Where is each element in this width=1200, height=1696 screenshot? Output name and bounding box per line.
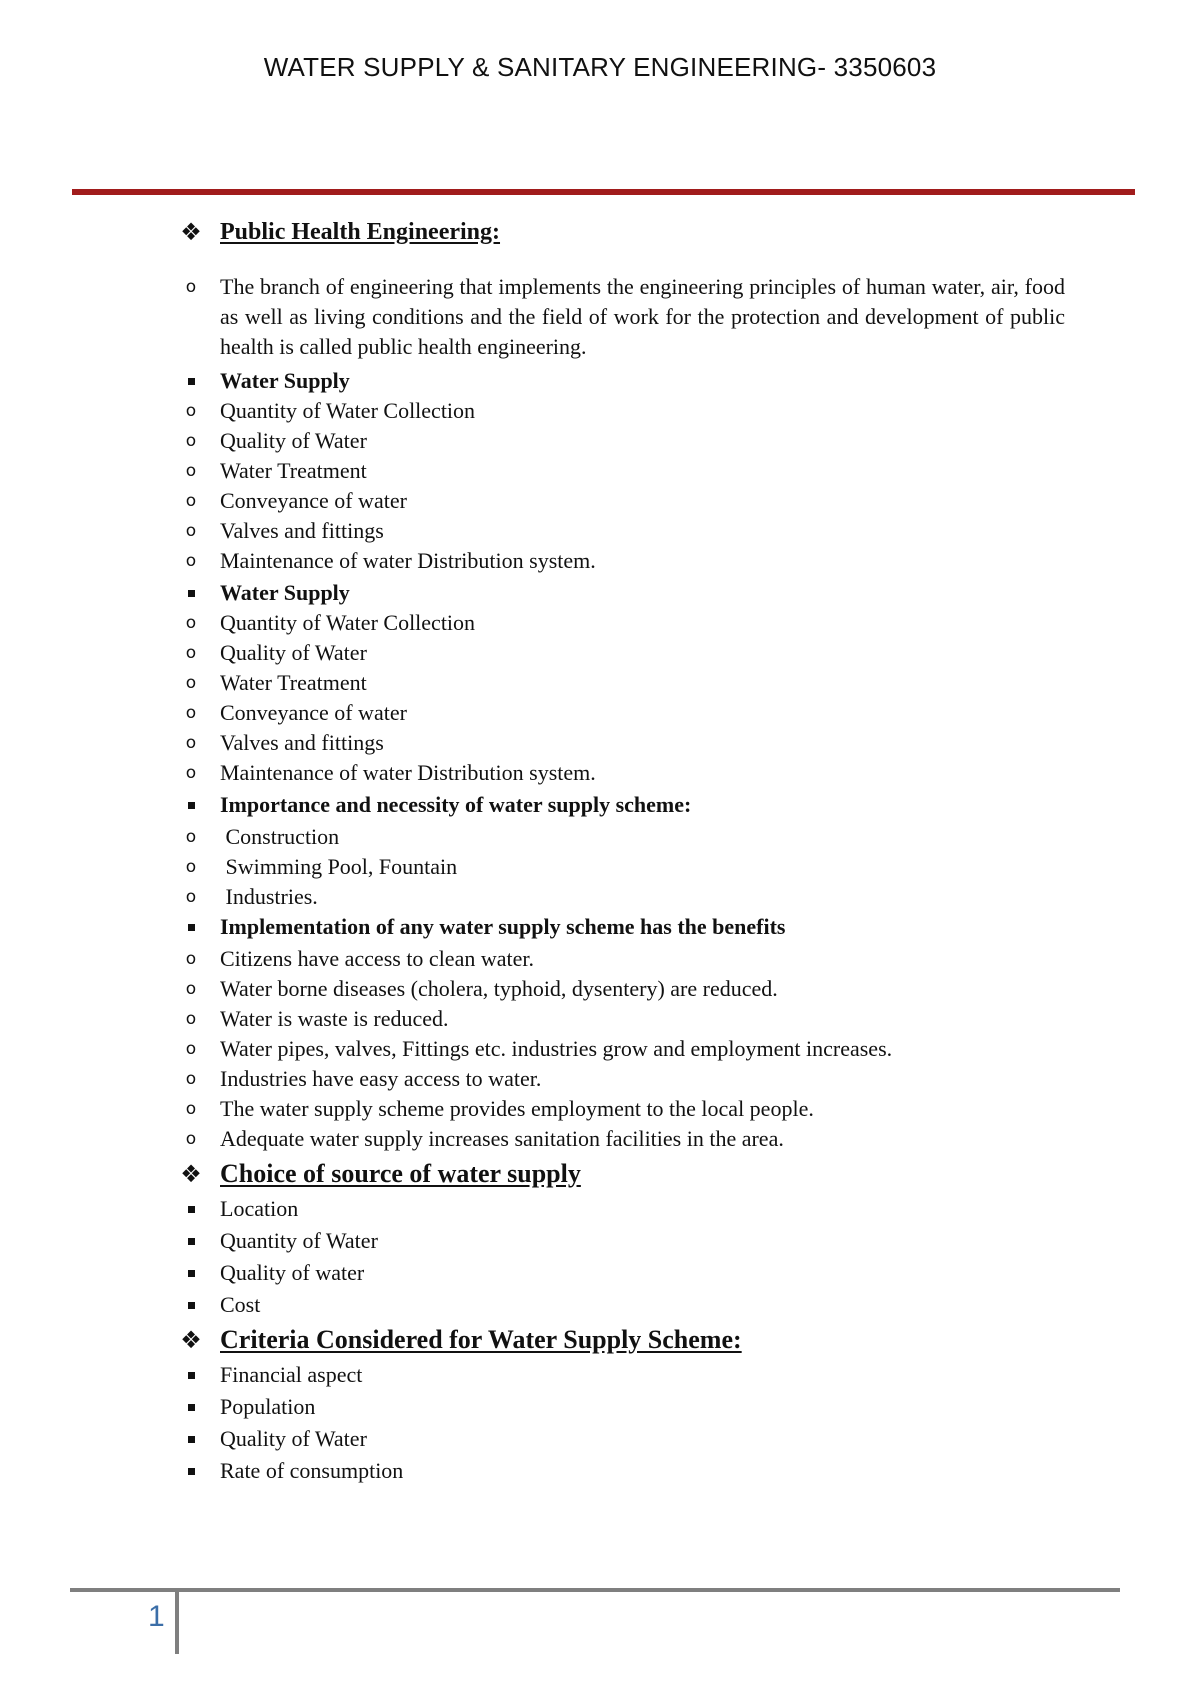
list-item-text: Quantity of Water <box>220 1228 378 1253</box>
square-bullet-icon <box>176 1360 206 1390</box>
list-item-text: Water borne diseases (cholera, typhoid, dysentery) are reduced. <box>220 976 778 1001</box>
list-item <box>0 852 1200 882</box>
list-item <box>0 546 1200 576</box>
circle-bullet-icon: o <box>185 703 197 723</box>
list-item-text: Water is waste is reduced. <box>220 1006 449 1031</box>
list-item-text: Quality of Water <box>220 1426 367 1451</box>
circle-bullet-icon: o <box>185 827 197 847</box>
diamond-bullet-icon: ❖ <box>180 1160 202 1188</box>
list-item-text: Population <box>220 1394 316 1419</box>
list-item <box>0 1360 1200 1390</box>
criteria-heading: Criteria Considered for Water Supply Scheme: <box>220 1325 742 1354</box>
circle-bullet-icon: o <box>185 491 197 511</box>
list-item <box>0 698 1200 728</box>
water-supply-title: Water Supply <box>220 580 350 605</box>
list-item-text: Industries. <box>220 884 318 909</box>
list-item-text: Conveyance of water <box>220 700 407 725</box>
page-number: 1 <box>148 1600 165 1633</box>
list-item <box>0 1064 1200 1094</box>
circle-bullet-icon: o <box>185 979 197 999</box>
circle-bullet-icon: o <box>185 643 197 663</box>
circle-bullet-icon: o <box>185 551 197 571</box>
square-bullet-icon <box>176 790 206 820</box>
circle-bullet-icon: o <box>185 461 197 481</box>
list-item-text: Rate of consumption <box>220 1458 404 1483</box>
list-item <box>0 608 1200 638</box>
circle-bullet-icon: o <box>185 277 197 297</box>
water-supply-title: Water Supply <box>220 368 350 393</box>
list-item <box>0 1258 1200 1288</box>
circle-bullet-icon: o <box>185 763 197 783</box>
list-item-text: Quality of Water <box>220 640 367 665</box>
list-item <box>0 912 1200 942</box>
list-item <box>0 790 1200 820</box>
section-heading-row <box>0 1322 1200 1358</box>
circle-bullet-icon: o <box>185 401 197 421</box>
diamond-bullet-icon: ❖ <box>180 218 202 246</box>
square-bullet-icon <box>176 1258 206 1288</box>
circle-bullet-icon: o <box>185 949 197 969</box>
page-header-title: WATER SUPPLY & SANITARY ENGINEERING- 3350603 <box>263 52 937 82</box>
list-item-text: Water pipes, valves, Fittings etc. industries grow and employment increases. <box>220 1036 893 1061</box>
list-item <box>0 668 1200 698</box>
list-item-text: Swimming Pool, Fountain <box>220 854 458 879</box>
section-heading-row <box>0 1156 1200 1192</box>
circle-bullet-icon: o <box>185 1069 197 1089</box>
circle-bullet-icon: o <box>185 521 197 541</box>
list-item <box>0 426 1200 456</box>
list-item <box>0 728 1200 758</box>
list-item <box>0 1094 1200 1124</box>
choice-of-source-heading: Choice of source of water supply <box>220 1159 581 1188</box>
list-item-text: Citizens have access to clean water. <box>220 946 534 971</box>
list-item <box>0 758 1200 788</box>
circle-bullet-icon: o <box>185 673 197 693</box>
square-bullet-icon <box>176 1290 206 1320</box>
list-item-text: Conveyance of water <box>220 488 407 513</box>
list-item-text: Quality of water <box>220 1260 365 1285</box>
list-item-text: Quality of Water <box>220 428 367 453</box>
list-item <box>0 578 1200 608</box>
list-item <box>0 486 1200 516</box>
list-item <box>0 516 1200 546</box>
list-item <box>0 1392 1200 1422</box>
list-item-text: Location <box>220 1196 299 1221</box>
list-item-text: Financial aspect <box>220 1362 363 1387</box>
list-item-text: Water Treatment <box>220 458 367 483</box>
footer-page-separator <box>175 1592 179 1654</box>
square-bullet-icon <box>176 912 206 942</box>
circle-bullet-icon: o <box>185 887 197 907</box>
diamond-bullet-icon: ❖ <box>180 1326 202 1354</box>
list-item <box>0 366 1200 396</box>
circle-bullet-icon: o <box>185 1129 197 1149</box>
list-item <box>0 1226 1200 1256</box>
list-item <box>0 638 1200 668</box>
section-heading-row <box>0 215 1200 249</box>
square-bullet-icon <box>176 366 206 396</box>
list-item <box>0 1004 1200 1034</box>
list-item-text: Water Treatment <box>220 670 367 695</box>
square-bullet-icon <box>176 1226 206 1256</box>
square-bullet-icon <box>176 1424 206 1454</box>
circle-bullet-icon: o <box>185 857 197 877</box>
list-item <box>0 1124 1200 1154</box>
list-item <box>0 1034 1200 1064</box>
list-item <box>0 944 1200 974</box>
list-item <box>0 1456 1200 1486</box>
list-item <box>0 396 1200 426</box>
list-item-text: Cost <box>220 1292 261 1317</box>
list-item-text: The water supply scheme provides employment to the local people. <box>220 1096 814 1121</box>
footer-divider <box>70 1588 1120 1592</box>
list-item-text: Adequate water supply increases sanitation facilities in the area. <box>220 1126 784 1151</box>
square-bullet-icon <box>176 1392 206 1422</box>
list-item-text: Maintenance of water Distribution system. <box>220 760 596 785</box>
list-item-text: Industries have easy access to water. <box>220 1066 542 1091</box>
list-item <box>0 1424 1200 1454</box>
circle-bullet-icon: o <box>185 1099 197 1119</box>
list-item <box>0 882 1200 912</box>
list-item-text: Maintenance of water Distribution system. <box>220 548 596 573</box>
square-bullet-icon <box>176 1456 206 1486</box>
list-item <box>0 822 1200 852</box>
header-divider <box>72 189 1135 195</box>
circle-bullet-icon: o <box>185 1009 197 1029</box>
list-item-text: Quantity of Water Collection <box>220 610 476 635</box>
circle-bullet-icon: o <box>185 1039 197 1059</box>
public-health-heading: Public Health Engineering: <box>220 219 501 245</box>
square-bullet-icon <box>176 1194 206 1224</box>
circle-bullet-icon: o <box>185 431 197 451</box>
circle-bullet-icon: o <box>185 733 197 753</box>
circle-bullet-icon: o <box>185 613 197 633</box>
benefits-title: Implementation of any water supply scheme has the benefits <box>220 914 786 939</box>
definition-paragraph: The branch of engineering that implements the engineering principles of human water, air, food as well as living conditions and the field of work for the protection and development of public health is called public health engineering. <box>220 274 1065 359</box>
square-bullet-icon <box>176 578 206 608</box>
list-item-text: Valves and fittings <box>220 518 384 543</box>
list-item-text: Construction <box>220 824 340 849</box>
list-item-text: Quantity of Water Collection <box>220 398 476 423</box>
list-item <box>0 974 1200 1004</box>
list-item <box>0 1194 1200 1224</box>
list-item <box>0 1290 1200 1320</box>
list-item-text: Valves and fittings <box>220 730 384 755</box>
list-item <box>0 456 1200 486</box>
importance-title: Importance and necessity of water supply scheme: <box>220 792 692 817</box>
